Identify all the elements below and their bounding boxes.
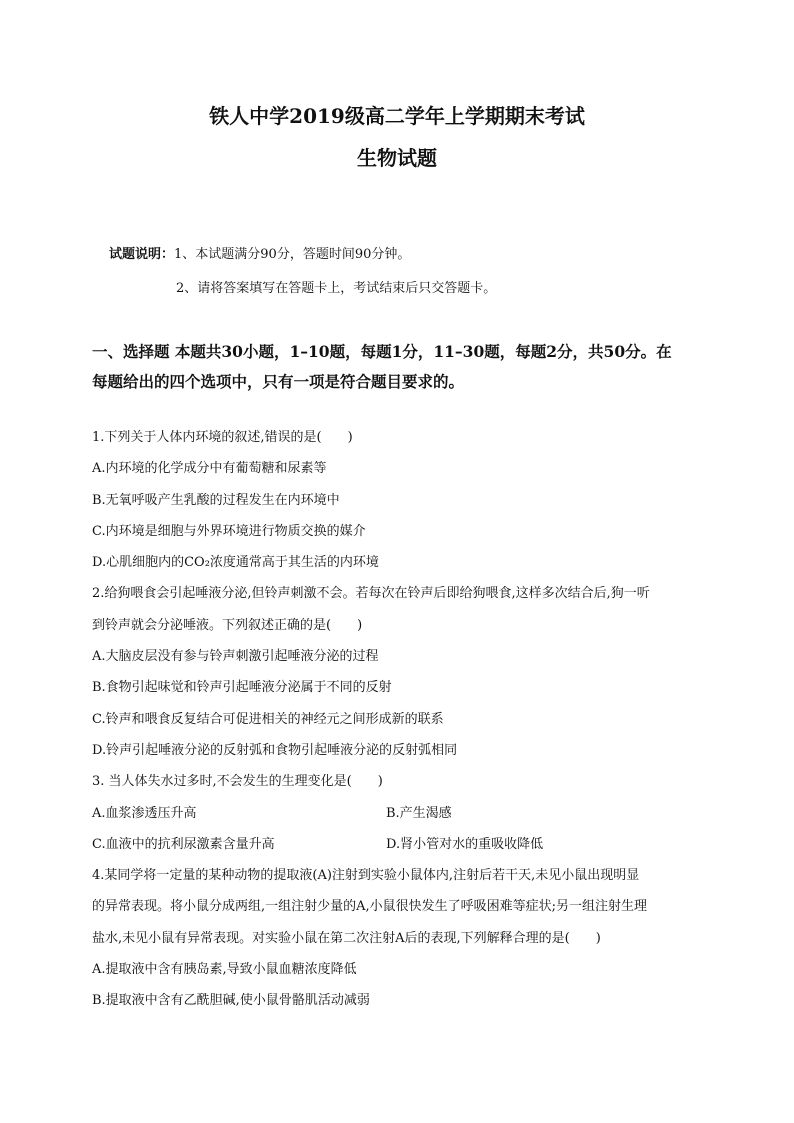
option-b: B.产生渴感	[386, 805, 452, 821]
option-row-ab	[92, 803, 712, 834]
option-b: B.无氧呼吸产生乳酸的过程发生在内环境中	[92, 492, 340, 508]
question-stem-continued: 盐水,未见小鼠有异常表现。对实验小鼠在第二次注射A后的表现,下列解释合理的是( )	[92, 930, 601, 946]
option-a: A.血浆渗透压升高	[92, 805, 197, 821]
option-row-cd	[92, 834, 712, 865]
exam-instructions	[109, 246, 496, 314]
question-4	[92, 865, 712, 1021]
option-a: A.内环境的化学成分中有葡萄糖和尿素等	[92, 461, 327, 477]
question-3	[92, 771, 712, 865]
option-a: A.大脑皮层没有参与铃声刺激引起唾液分泌的过程	[92, 649, 379, 665]
question-stem-continued: 的异常表现。将小鼠分成两组,一组注射少量的A,小鼠很快发生了呼吸困难等症状;另一组注射生理	[92, 899, 648, 915]
instruction-label: 试题说明：	[109, 247, 175, 262]
option-d: D.铃声引起唾液分泌的反射弧和食物引起唾液分泌的反射弧相同	[92, 742, 458, 758]
question-2	[92, 583, 712, 771]
question-stem-continued: 到铃声就会分泌唾液。下列叙述正确的是( )	[92, 617, 363, 633]
option-b: B.提取液中含有乙酰胆碱,使小鼠骨骼肌活动减弱	[92, 993, 370, 1009]
option-c: C.血液中的抗利尿激素含量升高	[92, 836, 275, 852]
exam-title: 铁人中学2019级高二学年上学期期末考试	[209, 104, 585, 128]
instruction-line-2: 2、请将答案填写在答题卡上，考试结束后只交答题卡。	[176, 281, 497, 296]
option-c: C.铃声和喂食反复结合可促进相关的神经元之间形成新的联系	[92, 711, 444, 727]
option-a: A.提取液中含有胰岛素,导致小鼠血糖浓度降低	[92, 962, 357, 978]
question-1	[92, 427, 712, 583]
option-d: D.心肌细胞内的CO₂浓度通常高于其生活的内环境	[92, 555, 379, 571]
section-heading-line-1: 一、选择题 本题共30小题，1–10题，每题1分，11–30题，每题2分，共50分。在	[92, 342, 672, 361]
option-c: C.内环境是细胞与外界环境进行物质交换的媒介	[92, 523, 366, 539]
question-stem: 1.下列关于人体内环境的叙述,错误的是( )	[92, 430, 353, 445]
option-d: D.肾小管对水的重吸收降低	[386, 836, 544, 852]
question-stem: 4.某同学将一定量的某种动物的提取液(A)注射到实验小鼠体内,注射后若干天,未见小鼠出现明显	[92, 868, 640, 884]
section-heading	[92, 337, 712, 397]
option-b: B.食物引起味觉和铃声引起唾液分泌属于不同的反射	[92, 680, 392, 696]
question-stem: 3. 当人体失水过多时,不会发生的生理变化是( )	[92, 774, 383, 790]
question-list	[92, 427, 712, 1022]
question-stem: 2.给狗喂食会引起唾液分泌,但铃声刺激不会。若每次在铃声后即给狗喂食,这样多次结合后,狗一听	[92, 586, 650, 602]
instruction-text-1: 1、本试题满分90分，答题时间90分钟。	[174, 247, 411, 262]
instruction-line-1	[109, 246, 496, 280]
section-heading-line-2: 每题给出的四个选项中，只有一项是符合题目要求的。	[92, 372, 465, 391]
exam-subtitle: 生物试题	[357, 146, 437, 170]
